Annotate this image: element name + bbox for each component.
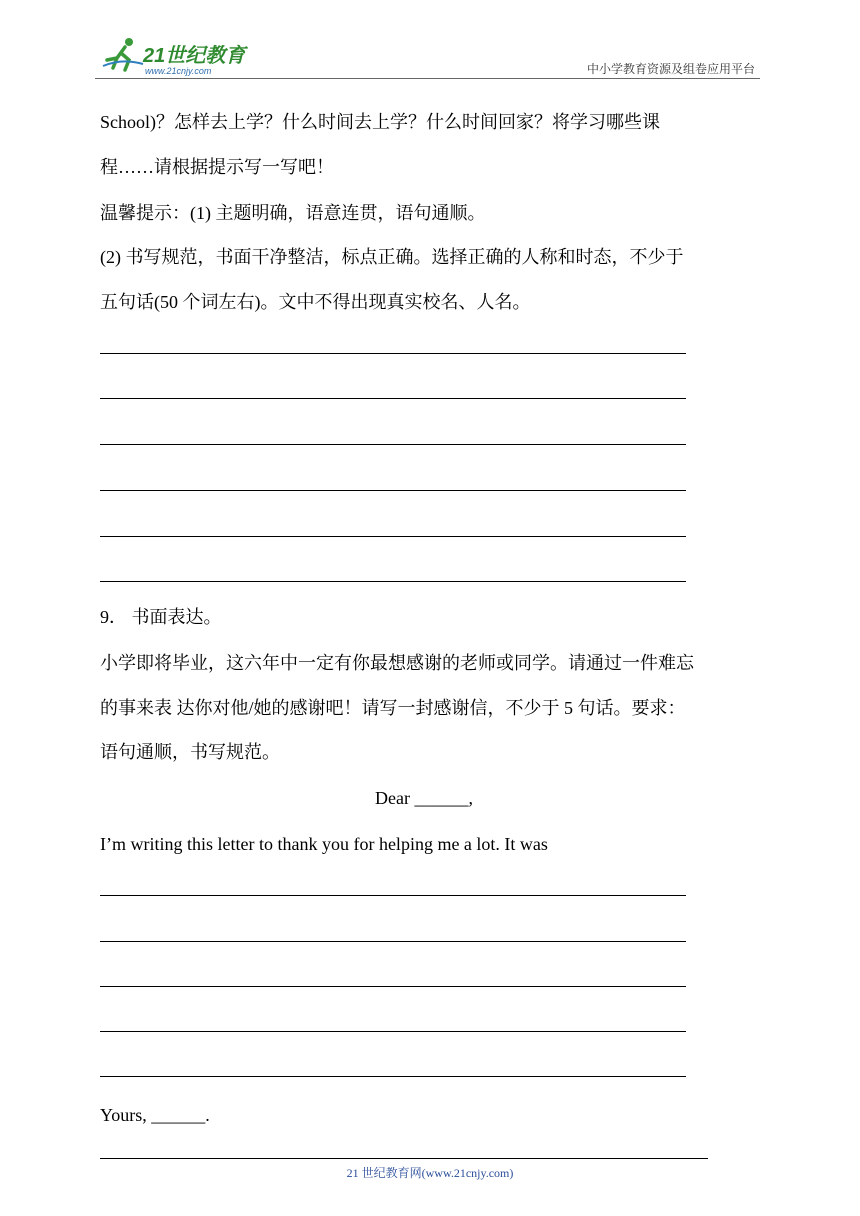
question-line: 小学即将毕业，这六年中一定有你最想感谢的老师或同学。请通过一件难忘 (100, 653, 694, 673)
answer-line[interactable] (100, 941, 686, 942)
answer-line[interactable] (100, 895, 686, 896)
answer-line[interactable] (100, 1076, 686, 1077)
question-line: 语句通顺，书写规范。 (100, 742, 280, 762)
answer-line[interactable] (100, 986, 686, 987)
site-logo (95, 36, 265, 76)
paragraph-line: School)？怎样去上学？什么时间去上学？什么时间回家？将学习哪些课 (100, 112, 660, 132)
platform-label: 中小学教育资源及组卷应用平台 (586, 62, 755, 76)
letter-opening: I’m writing this letter to thank you for helping me a lot. It was (100, 834, 548, 854)
question-title: 9． 书面表达。 (100, 607, 222, 627)
header-divider (95, 78, 760, 79)
hint-line: 温馨提示：(1) 主题明确，语意连贯，语句通顺。 (100, 203, 486, 223)
logo-url-text: www.21cnjy.com (145, 66, 212, 76)
question-line: 的事来表 达你对他/她的感谢吧！请写一封感谢信，不少于 5 句话。要求： (100, 698, 686, 718)
answer-line[interactable] (100, 444, 686, 445)
footer-divider (100, 1158, 708, 1159)
answer-line[interactable] (100, 581, 686, 582)
hint-line: (2) 书写规范，书面干净整洁，标点正确。选择正确的人称和时态，不少于 (100, 247, 684, 267)
footer-text: 21 世纪教育网(www.21cnjy.com) (346, 1166, 514, 1180)
answer-line[interactable] (100, 490, 686, 491)
answer-line[interactable] (100, 536, 686, 537)
answer-line[interactable] (100, 1031, 686, 1032)
answer-line[interactable] (100, 398, 686, 399)
letter-closing: Yours, ______. (100, 1105, 210, 1125)
hint-line: 五句话(50 个词左右)。文中不得出现真实校名、人名。 (100, 292, 531, 312)
letter-greeting: Dear ______, (375, 788, 473, 808)
logo-main-text: 21世纪教育 (143, 45, 246, 67)
answer-line[interactable] (100, 353, 686, 354)
paragraph-line: 程……请根据提示写一写吧！ (100, 157, 334, 177)
page-header (95, 30, 760, 80)
